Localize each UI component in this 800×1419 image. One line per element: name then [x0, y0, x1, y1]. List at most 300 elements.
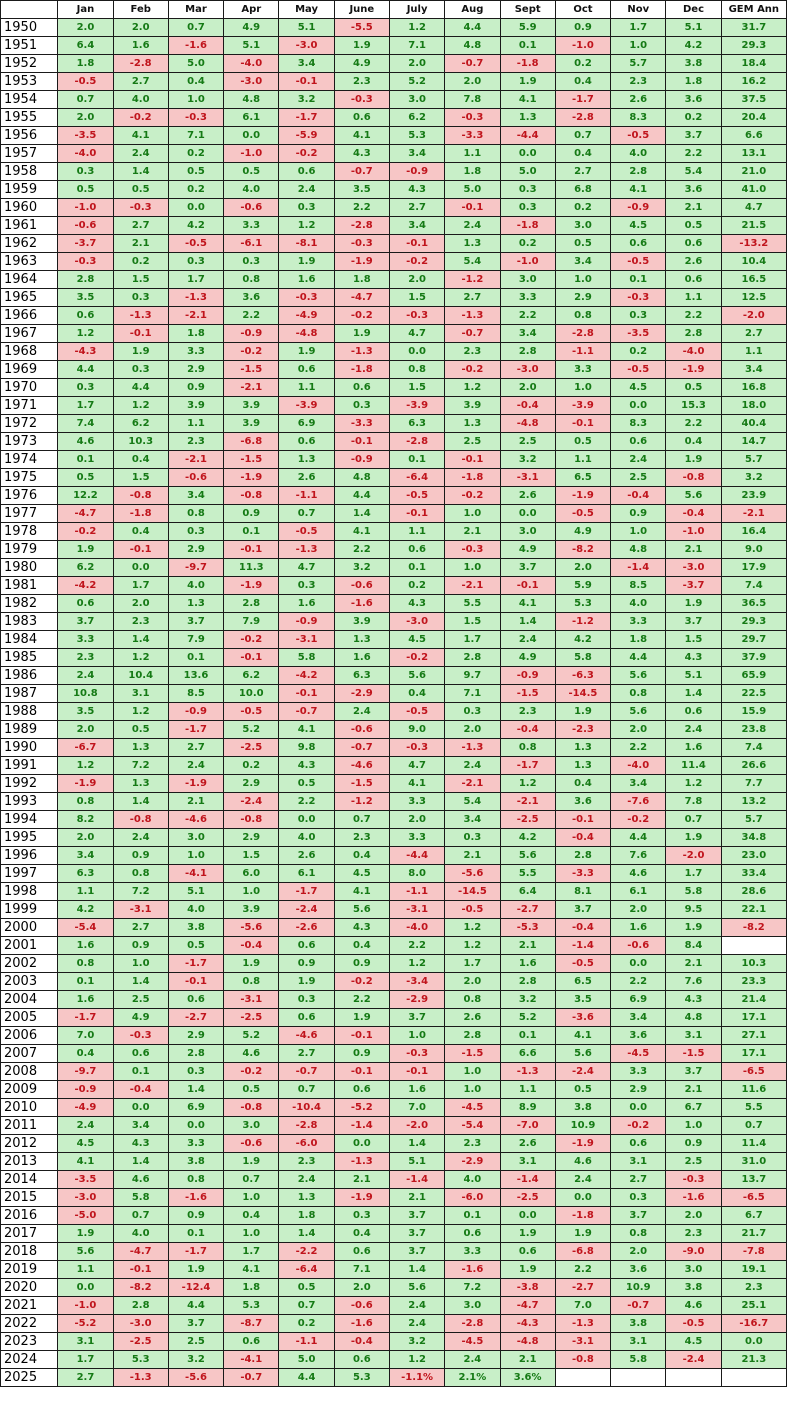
monthly-return-cell: 2.9	[224, 829, 279, 847]
year-cell: 1984	[1, 631, 58, 649]
monthly-return-cell: 1.9	[555, 703, 610, 721]
monthly-return-cell: 5.6	[334, 901, 389, 919]
annual-return-cell: 29.7	[721, 631, 786, 649]
monthly-return-cell: 5.9	[500, 19, 555, 37]
monthly-return-cell: 3.5	[58, 289, 113, 307]
year-cell: 1957	[1, 145, 58, 163]
monthly-return-cell: -9.7	[58, 1063, 113, 1081]
monthly-return-cell: -0.3	[113, 1027, 168, 1045]
monthly-return-cell: -3.5	[58, 127, 113, 145]
monthly-return-cell: 2.2	[666, 415, 721, 433]
monthly-return-cell: 0.2	[168, 181, 223, 199]
monthly-return-cell: 2.8	[666, 325, 721, 343]
monthly-return-cell: 6.1	[611, 883, 666, 901]
annual-return-cell: 29.3	[721, 37, 786, 55]
monthly-return-cell: 3.3	[500, 289, 555, 307]
table-row	[1, 829, 787, 847]
monthly-return-cell: 4.5	[334, 865, 389, 883]
monthly-return-cell: 5.2	[224, 721, 279, 739]
monthly-return-cell: 1.6	[58, 937, 113, 955]
annual-return-cell: 21.0	[721, 163, 786, 181]
monthly-return-cell: -0.1	[113, 1261, 168, 1279]
column-header: Nov	[611, 1, 666, 19]
monthly-return-cell: 5.6	[500, 847, 555, 865]
monthly-return-cell: 2.5	[611, 469, 666, 487]
year-cell: 1992	[1, 775, 58, 793]
monthly-return-cell: -0.3	[389, 1045, 444, 1063]
monthly-return-cell: -0.7	[334, 163, 389, 181]
monthly-return-cell: 4.1	[389, 775, 444, 793]
monthly-return-cell: 8.3	[611, 109, 666, 127]
monthly-return-cell: -1.3	[113, 1369, 168, 1387]
monthly-return-cell: -4.1	[168, 865, 223, 883]
table-row	[1, 145, 787, 163]
monthly-return-cell: 1.4	[113, 1153, 168, 1171]
monthly-return-cell: -0.2	[279, 145, 334, 163]
monthly-return-cell: 1.1	[58, 883, 113, 901]
monthly-return-cell: 1.2	[389, 19, 444, 37]
monthly-return-cell: 3.9	[445, 397, 500, 415]
monthly-return-cell: -1.0	[555, 37, 610, 55]
monthly-return-cell: 5.1	[279, 19, 334, 37]
monthly-return-cell: 3.0	[224, 1117, 279, 1135]
monthly-return-cell: 1.6	[611, 919, 666, 937]
year-cell: 1983	[1, 613, 58, 631]
annual-return-cell: 23.8	[721, 721, 786, 739]
monthly-return-cell: 4.4	[168, 1297, 223, 1315]
monthly-return-cell: 2.9	[224, 775, 279, 793]
column-header: Aug	[445, 1, 500, 19]
monthly-return-cell: 4.0	[445, 1171, 500, 1189]
monthly-return-cell: 1.9	[666, 919, 721, 937]
monthly-return-cell: 1.3	[279, 451, 334, 469]
monthly-return-cell: 0.4	[168, 73, 223, 91]
monthly-return-cell: -3.3	[334, 415, 389, 433]
monthly-return-cell: -0.3	[279, 289, 334, 307]
monthly-return-cell: 1.8	[168, 325, 223, 343]
year-cell: 1973	[1, 433, 58, 451]
monthly-return-cell: -4.6	[168, 811, 223, 829]
monthly-return-cell: -4.0	[611, 757, 666, 775]
annual-return-cell: 16.5	[721, 271, 786, 289]
monthly-return-cell: 0.5	[168, 937, 223, 955]
monthly-return-cell: 0.6	[279, 1009, 334, 1027]
monthly-return-cell: -4.7	[113, 1243, 168, 1261]
year-cell: 2024	[1, 1351, 58, 1369]
monthly-return-cell: 6.9	[611, 991, 666, 1009]
monthly-return-cell: 0.9	[168, 379, 223, 397]
monthly-return-cell: 0.0	[555, 1189, 610, 1207]
annual-return-cell: 10.3	[721, 955, 786, 973]
monthly-return-cell: -1.7	[279, 883, 334, 901]
monthly-return-cell: 3.1	[611, 1153, 666, 1171]
monthly-return-cell: 5.8	[113, 1189, 168, 1207]
year-cell: 1978	[1, 523, 58, 541]
monthly-return-cell: 5.6	[389, 667, 444, 685]
monthly-return-cell: 6.4	[58, 37, 113, 55]
monthly-return-cell: 2.4	[279, 181, 334, 199]
monthly-return-cell: 0.7	[666, 811, 721, 829]
monthly-return-cell: 1.4	[113, 631, 168, 649]
monthly-return-cell: -0.3	[334, 91, 389, 109]
monthly-return-cell: 4.6	[666, 1297, 721, 1315]
monthly-return-cell: 2.7	[113, 919, 168, 937]
monthly-return-cell: 0.9	[555, 19, 610, 37]
column-header: May	[279, 1, 334, 19]
table-row	[1, 109, 787, 127]
monthly-return-cell: 0.8	[168, 1171, 223, 1189]
monthly-return-cell: 0.9	[611, 505, 666, 523]
monthly-return-cell: 0.0	[500, 1207, 555, 1225]
monthly-return-cell: 0.6	[279, 163, 334, 181]
monthly-return-cell: 2.8	[113, 1297, 168, 1315]
table-row	[1, 325, 787, 343]
monthly-return-cell: 2.7	[389, 199, 444, 217]
monthly-return-cell: 1.3	[113, 739, 168, 757]
year-cell: 2015	[1, 1189, 58, 1207]
monthly-return-cell: 1.6	[279, 595, 334, 613]
monthly-return-cell: 15.3	[666, 397, 721, 415]
monthly-return-cell: -1.8	[555, 1207, 610, 1225]
monthly-return-cell: 5.1	[666, 667, 721, 685]
year-cell: 2007	[1, 1045, 58, 1063]
monthly-return-cell: -6.0	[279, 1135, 334, 1153]
monthly-return-cell: 2.8	[500, 343, 555, 361]
monthly-return-cell: 2.2	[500, 307, 555, 325]
monthly-return-cell: -0.4	[555, 829, 610, 847]
monthly-return-cell: 4.1	[58, 1153, 113, 1171]
monthly-return-cell: 7.1	[445, 685, 500, 703]
monthly-return-cell: 1.7	[168, 271, 223, 289]
monthly-return-cell: 2.1	[666, 1081, 721, 1099]
monthly-return-cell: 1.7	[445, 631, 500, 649]
monthly-return-cell: 0.3	[279, 577, 334, 595]
monthly-return-cell: 2.3	[611, 73, 666, 91]
monthly-return-cell: 1.9	[224, 1153, 279, 1171]
monthly-return-cell: 0.6	[389, 541, 444, 559]
monthly-return-cell: 10.3	[113, 433, 168, 451]
monthly-return-cell: 2.6	[611, 91, 666, 109]
table-row	[1, 775, 787, 793]
monthly-return-cell: 0.2	[555, 55, 610, 73]
monthly-return-cell: 0.7	[279, 1297, 334, 1315]
monthly-return-cell: 1.3	[445, 235, 500, 253]
annual-return-cell: 2.3	[721, 1279, 786, 1297]
monthly-return-cell: -0.1	[334, 433, 389, 451]
monthly-return-cell: 4.4	[334, 487, 389, 505]
monthly-return-cell: 4.1	[113, 127, 168, 145]
monthly-return-cell: 2.3	[445, 343, 500, 361]
monthly-return-cell: 6.5	[555, 469, 610, 487]
monthly-return-cell: -5.6	[168, 1369, 223, 1387]
monthly-return-cell: 0.6	[279, 433, 334, 451]
monthly-return-cell: -2.0	[389, 1117, 444, 1135]
annual-return-cell: 18.0	[721, 397, 786, 415]
annual-return-cell: -8.2	[721, 919, 786, 937]
monthly-return-cell: 2.7	[113, 217, 168, 235]
monthly-return-cell: 4.6	[224, 1045, 279, 1063]
monthly-return-cell: -1.7	[279, 109, 334, 127]
monthly-return-cell: -0.5	[389, 487, 444, 505]
monthly-return-cell: 4.3	[389, 181, 444, 199]
monthly-return-cell: 1.9	[500, 1225, 555, 1243]
monthly-return-cell: 3.2	[279, 91, 334, 109]
monthly-return-cell: 3.6	[666, 181, 721, 199]
monthly-return-cell: -0.2	[334, 973, 389, 991]
monthly-return-cell: -0.1	[279, 685, 334, 703]
monthly-return-cell: 5.9	[555, 577, 610, 595]
monthly-return-cell: -3.1	[555, 1333, 610, 1351]
monthly-return-cell: 0.6	[334, 1081, 389, 1099]
year-cell: 1966	[1, 307, 58, 325]
monthly-return-cell: 3.0	[500, 271, 555, 289]
monthly-return-cell: -4.3	[500, 1315, 555, 1333]
year-cell: 1956	[1, 127, 58, 145]
year-cell: 1991	[1, 757, 58, 775]
monthly-return-cell: 1.2	[445, 937, 500, 955]
annual-return-cell: -2.1	[721, 505, 786, 523]
monthly-return-cell: -0.6	[224, 199, 279, 217]
monthly-return-cell: 2.8	[58, 271, 113, 289]
monthly-return-cell: 0.1	[611, 271, 666, 289]
monthly-return-cell: 3.1	[611, 1333, 666, 1351]
monthly-return-cell: -1.6	[168, 1189, 223, 1207]
monthly-return-cell: 3.0	[500, 523, 555, 541]
monthly-return-cell: 0.3	[168, 253, 223, 271]
monthly-return-cell: 0.6	[334, 379, 389, 397]
monthly-return-cell: -0.9	[168, 703, 223, 721]
monthly-return-cell: 4.9	[334, 55, 389, 73]
monthly-return-cell: 8.5	[168, 685, 223, 703]
year-cell: 1969	[1, 361, 58, 379]
monthly-return-cell: 0.6	[611, 235, 666, 253]
annual-return-cell: 16.8	[721, 379, 786, 397]
annual-return-cell: 16.2	[721, 73, 786, 91]
annual-return-cell: 11.4	[721, 1135, 786, 1153]
monthly-return-cell: -2.4	[279, 901, 334, 919]
column-header: Apr	[224, 1, 279, 19]
monthly-return-cell: -1.8	[500, 217, 555, 235]
monthly-return-cell: 1.6	[279, 271, 334, 289]
monthly-return-cell: 0.6	[666, 271, 721, 289]
table-row	[1, 847, 787, 865]
monthly-return-cell: -0.6	[334, 1297, 389, 1315]
monthly-return-cell: 3.4	[555, 253, 610, 271]
monthly-return-cell: 1.2	[113, 397, 168, 415]
monthly-return-cell: 5.2	[224, 1027, 279, 1045]
monthly-return-cell: 1.0	[611, 37, 666, 55]
monthly-return-cell: -1.9	[666, 361, 721, 379]
monthly-return-cell: -0.9	[224, 325, 279, 343]
year-cell: 1961	[1, 217, 58, 235]
monthly-return-cell: 6.2	[113, 415, 168, 433]
monthly-return-cell: 2.2	[666, 145, 721, 163]
monthly-return-cell: 0.2	[224, 757, 279, 775]
monthly-return-cell: 5.4	[666, 163, 721, 181]
header-row	[1, 1, 787, 19]
monthly-return-cell: 1.1	[666, 289, 721, 307]
monthly-return-cell: -0.9	[334, 451, 389, 469]
monthly-return-cell: -2.1	[500, 793, 555, 811]
monthly-return-cell: 2.1	[445, 847, 500, 865]
annual-return-cell: 0.7	[721, 1117, 786, 1135]
monthly-return-cell: 0.5	[113, 721, 168, 739]
monthly-return-cell: -4.9	[58, 1099, 113, 1117]
monthly-return-cell: 1.7	[58, 397, 113, 415]
monthly-return-cell: 3.7	[555, 901, 610, 919]
monthly-return-cell: 3.7	[500, 559, 555, 577]
table-row	[1, 559, 787, 577]
monthly-return-cell: 5.8	[611, 1351, 666, 1369]
monthly-return-cell: 2.4	[113, 829, 168, 847]
monthly-return-cell: -4.5	[611, 1045, 666, 1063]
monthly-return-cell: 2.4	[58, 667, 113, 685]
year-cell: 1998	[1, 883, 58, 901]
table-row	[1, 73, 787, 91]
monthly-return-cell: -1.7	[500, 757, 555, 775]
monthly-return-cell: -0.4	[555, 919, 610, 937]
year-cell: 2005	[1, 1009, 58, 1027]
monthly-return-cell: 5.3	[113, 1351, 168, 1369]
monthly-return-cell: 1.7	[666, 865, 721, 883]
monthly-return-cell: 6.9	[168, 1099, 223, 1117]
monthly-return-cell: 3.9	[168, 397, 223, 415]
monthly-return-cell: 3.7	[611, 1207, 666, 1225]
monthly-return-cell: 1.2	[389, 955, 444, 973]
monthly-return-cell: 11.4	[666, 757, 721, 775]
monthly-return-cell: -2.5	[224, 1009, 279, 1027]
monthly-return-cell: -9.7	[168, 559, 223, 577]
monthly-return-cell: 0.3	[279, 991, 334, 1009]
monthly-return-cell: -3.0	[58, 1189, 113, 1207]
monthly-return-cell: -1.8	[113, 505, 168, 523]
monthly-return-cell: -0.3	[168, 109, 223, 127]
monthly-return-cell: 0.9	[224, 505, 279, 523]
monthly-return-cell: 2.0	[445, 73, 500, 91]
monthly-return-cell: 1.2	[113, 703, 168, 721]
monthly-return-cell: 3.3	[168, 1135, 223, 1153]
monthly-return-cell: 0.1	[113, 1063, 168, 1081]
annual-return-cell: 12.5	[721, 289, 786, 307]
monthly-return-cell: -1.9	[224, 577, 279, 595]
monthly-return-cell: 4.3	[334, 145, 389, 163]
monthly-return-cell: 4.2	[58, 901, 113, 919]
monthly-return-cell: 1.4	[113, 163, 168, 181]
monthly-return-cell: 2.2	[389, 937, 444, 955]
monthly-return-cell: 0.3	[500, 181, 555, 199]
monthly-return-cell: 3.4	[611, 775, 666, 793]
monthly-return-cell: -2.8	[279, 1117, 334, 1135]
monthly-return-cell: 3.3	[445, 1243, 500, 1261]
monthly-return-cell: 3.7	[58, 613, 113, 631]
monthly-return-cell	[555, 1369, 610, 1387]
table-row	[1, 451, 787, 469]
monthly-return-cell: 4.3	[666, 991, 721, 1009]
monthly-return-cell: 0.9	[168, 1207, 223, 1225]
monthly-return-cell: 1.4	[500, 613, 555, 631]
annual-return-cell: 17.9	[721, 559, 786, 577]
monthly-return-cell: -0.6	[611, 937, 666, 955]
monthly-return-cell: 1.0	[611, 523, 666, 541]
table-row	[1, 991, 787, 1009]
monthly-return-cell: 3.9	[334, 613, 389, 631]
monthly-return-cell: 4.8	[666, 1009, 721, 1027]
monthly-return-cell: -0.1	[113, 325, 168, 343]
monthly-return-cell: 5.1	[224, 37, 279, 55]
monthly-return-cell: 4.5	[611, 217, 666, 235]
monthly-return-cell: -7.6	[611, 793, 666, 811]
monthly-return-cell: -2.4	[224, 793, 279, 811]
table-row	[1, 1333, 787, 1351]
monthly-return-cell: 0.8	[611, 1225, 666, 1243]
monthly-return-cell: 4.1	[224, 1261, 279, 1279]
monthly-return-cell: -0.5	[168, 235, 223, 253]
monthly-return-cell: 1.8	[58, 55, 113, 73]
annual-return-cell: 25.1	[721, 1297, 786, 1315]
monthly-return-cell: -5.0	[58, 1207, 113, 1225]
monthly-return-cell: -3.3	[445, 127, 500, 145]
monthly-return-cell: -0.4	[334, 1333, 389, 1351]
monthly-return-cell: -0.4	[666, 505, 721, 523]
monthly-return-cell: 12.2	[58, 487, 113, 505]
monthly-return-cell: 4.0	[168, 901, 223, 919]
monthly-return-cell: -0.1	[334, 1027, 389, 1045]
monthly-return-cell: 2.1	[168, 793, 223, 811]
monthly-return-cell: -1.3	[334, 343, 389, 361]
monthly-return-cell: 2.9	[168, 361, 223, 379]
monthly-return-cell: 4.2	[666, 37, 721, 55]
monthly-return-cell: 6.7	[666, 1099, 721, 1117]
monthly-return-cell: 0.6	[224, 1333, 279, 1351]
monthly-return-cell: 0.6	[279, 937, 334, 955]
monthly-return-cell: 0.0	[58, 1279, 113, 1297]
monthly-return-cell: -1.9	[334, 253, 389, 271]
monthly-return-cell: 1.9	[555, 1225, 610, 1243]
monthly-return-cell: 2.2	[334, 199, 389, 217]
monthly-return-cell: 2.9	[168, 1027, 223, 1045]
monthly-return-cell: 2.5	[500, 433, 555, 451]
monthly-return-cell: 3.0	[445, 1297, 500, 1315]
monthly-return-cell: 3.2	[500, 451, 555, 469]
monthly-return-cell: 0.5	[58, 469, 113, 487]
monthly-return-cell: -0.3	[334, 235, 389, 253]
annual-return-cell: -6.5	[721, 1063, 786, 1081]
monthly-return-cell: 2.3	[279, 1153, 334, 1171]
monthly-return-cell: 0.6	[334, 1243, 389, 1261]
monthly-return-cell: 3.9	[224, 901, 279, 919]
table-row	[1, 1045, 787, 1063]
table-row	[1, 163, 787, 181]
monthly-return-cell: -0.1	[224, 649, 279, 667]
monthly-return-cell: 4.9	[555, 523, 610, 541]
annual-return-cell: 6.6	[721, 127, 786, 145]
monthly-return-cell: -0.1	[445, 451, 500, 469]
monthly-return-cell: 1.1	[389, 523, 444, 541]
monthly-return-cell: 3.7	[168, 613, 223, 631]
monthly-return-cell: 2.7	[445, 289, 500, 307]
table-row	[1, 271, 787, 289]
monthly-return-cell: -0.4	[500, 721, 555, 739]
monthly-return-cell: -0.5	[666, 1315, 721, 1333]
monthly-return-cell: 0.3	[58, 163, 113, 181]
annual-return-cell: 33.4	[721, 865, 786, 883]
table-row	[1, 379, 787, 397]
monthly-return-cell: 0.5	[58, 181, 113, 199]
monthly-return-cell: -1.6	[445, 1261, 500, 1279]
monthly-return-cell: 1.4	[168, 1081, 223, 1099]
table-row	[1, 1261, 787, 1279]
monthly-return-cell: 0.1	[168, 1225, 223, 1243]
